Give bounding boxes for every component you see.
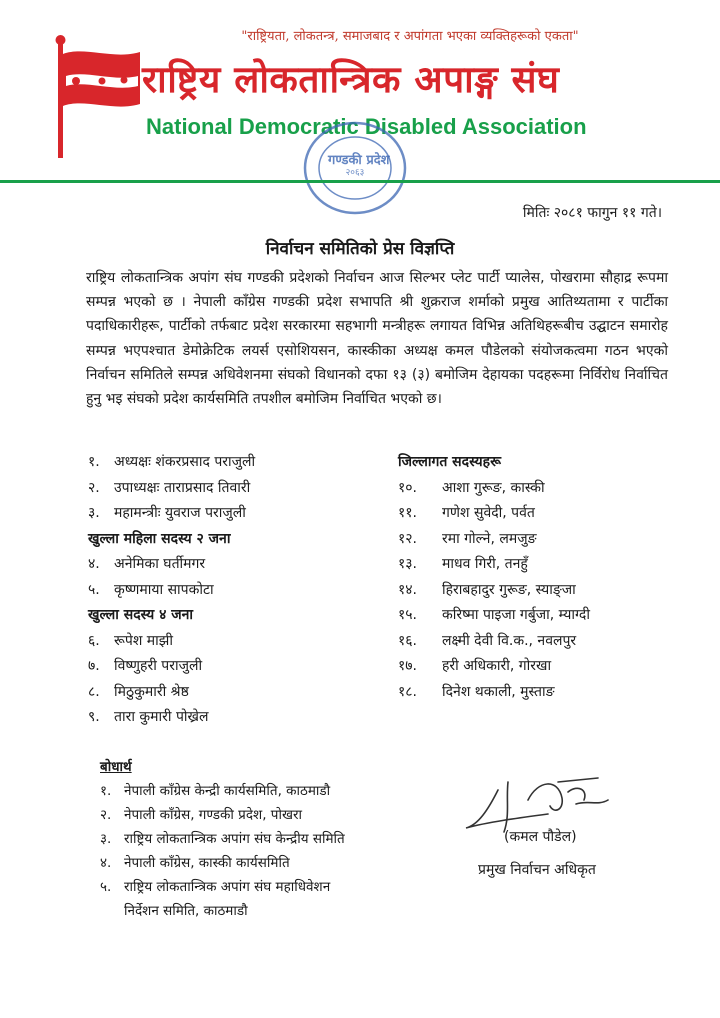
stamp-region-text: गण्डकी प्रदेश xyxy=(328,153,390,168)
list-item-continuation: निर्देशन समिति, काठमाडौ xyxy=(124,903,248,919)
signatory-name: (कमल पौडेल) xyxy=(504,829,577,845)
body-paragraph: राष्ट्रिय लोकतान्त्रिक अपांग संघ गण्डकी प्रदेशको निर्वाचन आज सिल्भर प्लेट पार्टी प्यालेस, पोखरामा सौहाद्र रूपमा सम्पन्न भएको छ । नेपाली काँग्रेस गण्डकी प्रदेश सभापति श्री शुक्रराज शर्माको प्रमुख आतिथ्यतामा र पार्टीका पदाधिकारीहरू, पार्टीको तर्फबाट प्रदेश सरकारमा सहभागी मन्त्रीहरू लगायत विभिन्न अतिथिहरूबीच उद्घाटन समारोह सम्पन्न भएपश्चात डेमोक्रेटिक लयर्स एसोशियसन, कास्कीका अध्यक्ष कमल पौडेलको संयोजकत्वमा गठन भएको निर्वाचन समितिले सम्पन्न अधिवेशनमा संघको विधानको दफा १३ (३) बमोजिम देहायका पदहरूमा निर्विरोध निर्वाचित हुनु भइ संघको प्रदेश कार्यसमिति तपशील बमोजिम निर्वाचित भएको छ। xyxy=(86,270,668,408)
list-item: १८. दिनेश थकाली, मुस्ताङ xyxy=(398,683,555,700)
district-members-list xyxy=(398,450,698,705)
document-title: निर्वाचन समितिको प्रेस विज्ञप्ति xyxy=(265,239,455,259)
party-flag-logo xyxy=(44,24,144,160)
list-item: २. उपाध्यक्षः ताराप्रसाद तिवारी xyxy=(88,479,251,496)
motto: "राष्ट्रियता, लोकतन्त्र, समाजबाद र अपांगता भएका व्यक्तिहरूको एकता" xyxy=(241,29,579,44)
cc-header: बोधार्थ xyxy=(100,759,132,775)
list-item: ४. नेपाली काँग्रेस, कास्की कार्यसमिति xyxy=(100,855,290,871)
officers-list xyxy=(88,450,388,731)
list-item: १४. हिराबहादुर गुरूङ, स्याङ्जा xyxy=(398,581,576,598)
document-date: मितिः २०८१ फागुन ११ गते। xyxy=(522,205,662,221)
list-item: १. नेपाली काँग्रेस केन्द्री कार्यसमिति, काठमाडौ xyxy=(100,783,331,799)
official-stamp xyxy=(300,118,410,218)
district-members-header: जिल्लागत सदस्यहरू xyxy=(398,454,501,470)
org-name-nepali: राष्ट्रिय लोकतान्त्रिक अपाङ्ग संघ xyxy=(142,58,560,101)
svg-text:२०६३: २०६३ xyxy=(345,168,365,178)
signatory-title: प्रमुख निर्वाचन अधिकृत xyxy=(478,862,596,878)
list-item: १६. लक्ष्मी देवी वि.क., नवलपुर xyxy=(398,632,577,649)
list-item: १. अध्यक्षः शंकरप्रसाद पराजुली xyxy=(88,454,256,470)
list-item: १३. माधव गिरी, तनहुँ xyxy=(398,556,528,572)
list-item: २. नेपाली काँग्रेस, गण्डकी प्रदेश, पोखरा xyxy=(100,807,303,823)
list-item: ८. मिठुकुमारी श्रेष्ठ xyxy=(88,683,189,700)
list-item: १७. हरी अधिकारी, गोरखा xyxy=(398,658,552,674)
list-item: ११. गणेश सुवेदी, पर्वत xyxy=(398,505,535,521)
open-members-header: खुल्ला सदस्य ४ जना xyxy=(88,607,194,623)
list-item: ७. विष्णुहरी पराजुली xyxy=(88,658,203,674)
cc-list xyxy=(100,755,400,923)
women-members-header: खुल्ला महिला सदस्य २ जना xyxy=(88,530,231,547)
list-item: ४. अनेमिका घर्तीमगर xyxy=(88,556,206,572)
header-divider xyxy=(0,180,720,183)
list-item: ६. रूपेश माझी xyxy=(88,632,174,649)
list-item: ३. महामन्त्रीः युवराज पराजुली xyxy=(88,505,246,521)
list-item: १०. आशा गुरूङ, कास्की xyxy=(398,479,545,496)
org-name-english: National Democratic Disabled Association xyxy=(146,114,587,139)
list-item: ५. कृष्णमाया सापकोटा xyxy=(88,581,214,598)
list-item: १२. रमा गोल्ने, लमजुङ xyxy=(398,530,537,547)
list-item: १५. करिष्मा पाइजा गर्बुजा, म्याग्दी xyxy=(398,607,590,623)
list-item: ३. राष्ट्रिय लोकतान्त्रिक अपांग संघ केन्द्रीय समिति xyxy=(100,831,345,847)
list-item: ९. तारा कुमारी पोख्रेल xyxy=(88,709,209,725)
list-item: ५. राष्ट्रिय लोकतान्त्रिक अपांग संघ महाधिवेशन xyxy=(100,879,331,895)
